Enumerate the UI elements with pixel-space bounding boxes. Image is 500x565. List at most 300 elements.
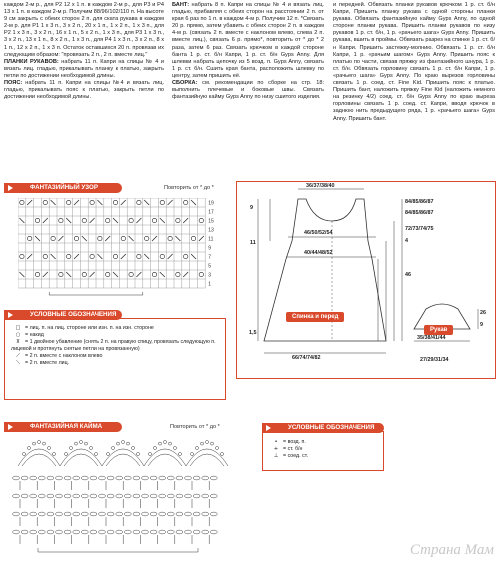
chain-stitch [193,494,200,498]
chain-dot [149,453,152,456]
chain-stitch [90,494,97,498]
dim-right-3: 72/73/74/75 [405,226,434,232]
chain-dot [33,442,36,445]
scallop-arch [18,449,60,466]
chain-stitch [64,512,71,516]
yarn-over-symbol [51,236,55,240]
decrease-left-symbol [90,218,95,223]
chain-dot [122,441,125,444]
chain-dot [221,453,224,456]
chain-dot [23,453,26,456]
text-column-3 [333,2,495,123]
yarn-over-symbol [121,236,125,240]
chain-dot [80,441,83,444]
chain-stitch [90,476,97,480]
legend2-list [269,439,379,460]
chain-stitch [30,530,37,534]
repeat-note-2: Повторить от * до * [170,424,220,430]
chain-dot [95,453,98,456]
scallop-arch [60,449,102,466]
legend-item [269,453,379,460]
chain-stitch [167,530,174,534]
yarn-over-symbol [199,272,203,276]
col1-sleeve-text: набрать 11 п. Капри на спицы № 4 и вязать лиц. гладью, прикалывать планку к платью, закрыть петли по достижении необходимой длины. [4,58,164,79]
legend-item [11,332,221,339]
legend2-header: УСЛОВНЫЕ ОБОЗНАЧЕНИЯ [262,423,384,433]
decrease-right-symbol [113,272,118,277]
chain-stitch [107,476,114,480]
legend-text: = ст. б/н [283,446,303,452]
legend-text: = 1 двойное убавление (снять 2 п. на правую спицу, провязать следующую п. лицевой и протянуть снятые петли на провязанную) [11,339,216,352]
chain-stitch [185,494,192,498]
chain-stitch [30,512,37,516]
decrease-right-symbol [191,254,196,259]
legend-item [11,325,221,332]
row-number: 19 [208,200,214,207]
col1-sleeve-head: ПЛАНКИ РУКАВОВ: [4,58,59,65]
chain-stitch [133,512,140,516]
legend-item [11,339,221,353]
chain-dot [53,453,56,456]
decrease-right-symbol [113,218,118,223]
chain-stitch [202,512,209,516]
chain-dot [196,447,199,450]
chain-dot [132,447,135,450]
chain-dot [117,442,120,445]
sleeve-label: Рукав [424,325,453,335]
yarn-over-symbol [152,272,156,276]
scallop-arch [186,449,228,466]
chain-stitch [107,512,114,516]
chain-stitch [124,494,131,498]
decrease-left-symbol [199,236,204,241]
decrease-right-symbol [160,272,165,277]
sleeve-dim-bottom: 27/29/31/34 [420,357,449,363]
legend-item [269,446,379,453]
legend-symbol-icon: ○ [15,332,21,338]
chain-stitch [81,530,88,534]
chain-stitch [81,494,88,498]
sleeve-dim-top: 35/38/41/44 [417,335,446,341]
chain-stitch [30,494,37,498]
chain-dot [127,442,130,445]
yarn-over-symbol [106,272,110,276]
row-number: 17 [208,209,214,216]
row-number: 5 [208,263,211,270]
row-number: 3 [208,272,211,279]
yarn-over-symbol [137,254,141,258]
yarn-over-symbol [137,200,141,204]
decrease-right-symbol [51,254,56,259]
chain-dot [65,453,68,456]
chain-stitch [13,512,20,516]
decrease-right-symbol [129,236,134,241]
yarn-over-symbol [98,236,102,240]
chain-stitch [99,476,106,480]
scallop-arch-inner [22,454,56,466]
chain-stitch [107,494,114,498]
chain-stitch [159,476,166,480]
scallop-arch-inner [64,454,98,466]
chain-stitch [124,530,131,534]
decrease-right-symbol [97,200,102,205]
yarn-over-symbol [67,200,71,204]
yarn-over-symbol [176,218,180,222]
yarn-over-symbol [20,254,24,258]
repeat-bracket [49,292,143,295]
yarn-over-symbol [43,200,47,204]
chain-stitch [21,494,28,498]
decrease-right-symbol [19,272,24,277]
triangle-icon [8,424,13,430]
decrease-left-symbol [121,200,126,205]
decrease-right-symbol [66,272,71,277]
legend1-list [11,325,221,367]
decrease-right-symbol [144,254,149,259]
chain-stitch [21,512,28,516]
legend-text: = 2 п. вместе с наклоном влево [25,353,103,359]
decrease-left-symbol [105,236,110,241]
chain-stitch [210,530,217,534]
dim-top: 36/37/38/40 [306,183,335,189]
chain-stitch [202,494,209,498]
dim-left-mid: 11 [250,240,256,246]
chain-stitch [167,476,174,480]
chain-stitch [142,530,149,534]
chain-dot [191,453,194,456]
chain-stitch [30,476,37,480]
chain-stitch [176,512,183,516]
dim-right-1: 84/85/86/87 [405,199,434,205]
chain-stitch [38,512,45,516]
chain-stitch [73,476,80,480]
chain-stitch [193,512,200,516]
chain-dot [107,453,110,456]
chain-stitch [99,512,106,516]
scallop-arch [102,449,144,466]
yarn-over-symbol [184,200,188,204]
yarn-over-symbol [82,218,86,222]
chain-stitch [176,530,183,534]
col2-assembly-head: СБОРКА: [172,80,198,87]
chain-dot [154,447,157,450]
dim-left-small: 9 [250,205,253,211]
yarn-over-symbol [20,200,24,204]
chain-dot [211,442,214,445]
col2-bow-text: набрать 8 п. Капри на спицы № 4 и вязать лиц. гладью, прибавляя с обеих сторон на расстоянии 2 п. от края 6 раз по 1 п. в каждом 4-м р. Получим 12 п. *Связать 20 р. прямо, затем убавить с обеих сторон 2 п. в каждом 4-м р. (связать 2 п. вместе с наклоном влево, слева 2 п. вместе лиц.), связать 6 р. прямо*, повторить от * до * 2 раза, затем 6 раз. Связать крючком в каждой стороне банта 1 р. ст. б/н Капри, 1 р. ст. б/н Gyps Anny. Для шлевки набрать цепочку из 5 возд. п. Gyps Anny, связать 1 р. ст. б/н. Сшить края банта, расположить шлевку по центру, затем пришить её. [172,2,324,79]
legend-text: = лиц. п. на лиц. стороне или изн. п. на изн. стороне [25,325,154,331]
chain-dot [206,441,209,444]
row-number: 7 [208,254,211,261]
chain-stitch [90,512,97,516]
chain-stitch [107,530,114,534]
decrease-left-symbol [183,272,188,277]
scallop-arch-inner [106,454,140,466]
decrease-left-symbol [168,254,173,259]
yarn-over-symbol [191,236,195,240]
chain-stitch [73,530,80,534]
yarn-over-symbol [90,254,94,258]
yarn-over-symbol [67,254,71,258]
decrease-left-symbol [74,200,79,205]
sleeve-dim-side: 26 [480,310,486,316]
chain-stitch [116,494,123,498]
col1-belt-head: ПОЯС: [4,80,23,87]
yarn-over-symbol [59,272,63,276]
decrease-right-symbol [191,200,196,205]
chain-dot [85,442,88,445]
chain-stitch [202,530,209,534]
chain-stitch [116,530,123,534]
chain-dot [38,441,41,444]
dim-bottom: 66/74/74/82 [292,355,321,361]
chain-dot [159,442,162,445]
legend-text: = возд. п. [283,439,306,445]
front-back-label: Спинка и перед [286,312,344,322]
col2-bow-head: БАНТ: [172,2,190,8]
decrease-right-symbol [51,200,56,205]
chart-row-numbers [208,201,214,288]
chain-stitch [64,530,71,534]
chain-stitch [167,512,174,516]
decrease-left-symbol [74,254,79,259]
yarn-over-symbol [59,218,63,222]
chain-stitch [193,530,200,534]
dim-right-2: 84/85/86/87 [405,210,434,216]
chart-grid [18,198,205,288]
chain-stitch [150,512,157,516]
chain-stitch [64,476,71,480]
crochet-border-chart [8,436,230,556]
decrease-left-symbol [168,200,173,205]
legend-item [11,353,221,360]
chain-stitch [210,494,217,498]
scallop-arch-inner [148,454,182,466]
chain-dot [201,442,204,445]
yarn-over-symbol [113,254,117,258]
chain-stitch [64,494,71,498]
chain-stitch [124,512,131,516]
chain-stitch [81,476,88,480]
decrease-left-symbol [58,236,63,241]
chain-dot [112,447,115,450]
legend-item [269,439,379,446]
decrease-left-symbol [27,200,32,205]
yarn-over-symbol [184,254,188,258]
yarn-over-symbol [113,200,117,204]
yarn-over-symbol [168,236,172,240]
chain-stitch [176,494,183,498]
chain-stitch [81,512,88,516]
chain-dot [174,447,177,450]
chain-dot [169,442,172,445]
decrease-left-symbol [152,236,157,241]
chain-stitch [13,494,20,498]
chain-dot [179,453,182,456]
decrease-left-symbol [27,254,32,259]
legend-symbol-icon: ⊥ [273,453,279,459]
decrease-right-symbol [175,236,180,241]
chain-stitch [202,476,209,480]
chain-stitch [150,476,157,480]
yarn-over-symbol [90,200,94,204]
yarn-over-symbol [43,254,47,258]
chain-stitch [142,494,149,498]
decrease-right-symbol [160,218,165,223]
decrease-right-symbol [35,236,40,241]
chain-stitch [193,476,200,480]
row-number: 13 [208,227,214,234]
chain-stitch [185,476,192,480]
chain-dot [216,447,219,450]
chain-stitch [176,476,183,480]
chain-stitch [47,512,54,516]
legend2-box [262,431,384,471]
chain-dot [75,442,78,445]
text-column-2 [172,2,324,101]
chain-stitch [185,512,192,516]
yarn-over-symbol [74,236,78,240]
chain-stitch [21,476,28,480]
chain-stitch [116,512,123,516]
row-number: 11 [208,236,214,243]
chain-stitch [38,530,45,534]
decrease-right-symbol [97,254,102,259]
chain-dot [137,453,140,456]
chain-stitch [99,530,106,534]
chain-stitch [185,530,192,534]
row-number: 9 [208,245,211,252]
chain-stitch [38,476,45,480]
yarn-over-symbol [35,272,39,276]
decrease-right-symbol [144,200,149,205]
chain-stitch [116,476,123,480]
chain-dot [70,447,73,450]
chain-stitch [56,476,63,480]
knitting-chart [18,198,228,298]
chain-stitch [159,512,166,516]
col2-assembly-text: см. рекомендации по сборке на стр. 18: выполнить плечевые и боковые швы. Связать фантазийную кайму Gyps Anny по низу сшитого изделия. [172,80,324,101]
chain-stitch [21,530,28,534]
decrease-right-symbol [66,218,71,223]
dim-right-4: 4 [405,238,408,244]
chain-stitch [56,512,63,516]
legend-symbol-icon: ⟍ [16,360,20,366]
chain-stitch [73,512,80,516]
row-number: 1 [208,281,211,288]
chain-stitch [210,512,217,516]
chain-stitch [47,494,54,498]
watermark: Страна Мам [409,542,494,558]
sleeve-dim-side2: 9 [480,322,483,328]
chain-stitch [159,530,166,534]
legend-symbol-icon: ⊼ [16,339,20,345]
col1-intro: каждом 2-м р., для Р2 12 х 1 п. в каждом 2-м р., для Р3 и Р4 13 х 1 п. в каждом 2-м р. Получим 88/96/102/110 п. На высоте 9 см закрыть с обеих сторон 2 п. для ската рукава в каждом 2-м р. для Р1 1 х 3 п., 3 х 2 п., 20 х 1 п., 1 х 2 п., 1 х 3 п., для Р2 1 х 3 п., 3 х 2 п., 16 х 1 п., 5 х 2 п., 1 х 3 п., для Р3 1 х 3 п., 3 х 2 п., 13 х 1 п., 8 х 2 п., 1 х 3 п., для Р4 1 х 3 п., 3 х 2 п., 8 х 1 п., 12 х 2 п., 1 х 3 п. Остаток оставшихся 20 п. провязав их следующим образом: "провязать 2 п., 2 п. вместе лиц." [4,2,164,58]
legend-symbol-icon: + [273,446,279,452]
chain-stitch [133,494,140,498]
chain-dot [28,447,31,450]
dim-right-5: 46 [405,272,411,278]
chain-dot [43,442,46,445]
chain-stitch [90,530,97,534]
chain-dot [48,447,51,450]
dim-lower-mid: 40/44/48/52 [304,250,333,256]
chain-stitch [47,530,54,534]
decrease-left-symbol [90,272,95,277]
text-column-1 [4,2,164,101]
chain-dot [164,441,167,444]
yarn-over-symbol [129,218,133,222]
decrease-right-symbol [82,236,87,241]
legend-symbol-icon: ⟋ [16,353,20,359]
yarn-over-symbol [160,200,164,204]
chain-stitch [142,476,149,480]
chain-stitch [150,494,157,498]
decrease-left-symbol [136,272,141,277]
chain-stitch [13,476,20,480]
chain-stitch [56,494,63,498]
chain-stitch [47,476,54,480]
yarn-over-symbol [145,236,149,240]
yarn-over-symbol [106,218,110,222]
decrease-left-symbol [183,218,188,223]
decrease-right-symbol [19,218,24,223]
dim-upper-mid: 46/50/52/54 [304,230,333,236]
yarn-over-symbol [28,236,32,240]
fantasy-pattern-header: ФАНТАЗИЙНЫЙ УЗОР [4,183,122,193]
decrease-left-symbol [43,272,48,277]
dim-left-low: 1,5 [249,330,257,336]
chain-stitch [73,494,80,498]
dress-pattern [236,181,496,379]
row-number: 15 [208,218,214,225]
scallop-arch-inner [190,454,224,466]
triangle-icon [8,185,13,191]
legend1-box [4,318,226,400]
decrease-left-symbol [43,218,48,223]
chain-stitch [133,476,140,480]
chain-stitch [13,530,20,534]
chain-stitch [142,512,149,516]
col3-text: и передней. Обвязать планки рукавов крючком 1 р. ст. б/н Капри, Пришить планку рукава с одной стороны планки рукава. Обвязать фантазийную кайму Gyps Anny, по одной стороне планки рукава. Пришить планки рукавов по низу рукавов 1 р. ст. б/н, 1 р. «рачьего шага» Gyps Anny. Пришить рукава, вшить в проймы. Обвязать разрез на спинке 1 р. ст. б/н Капри. Пришить застежку-молнию. Обвязать 1 р. ст. б/н Капри, 1 р. «рачьим шагом» Gyps Anny. Пришить пояс к платью по части, связав пряжку из фантазийного шнура, 1 р. ст. б/н. Обвязать горловину связать 1 р. ст. б/н Капри, 1 р. «рачьего шага» Gyps Anny. По краю вырезов горловины связать 1 р. соед. ст. Fine Kid. Пришить пояс к платью. Пришить бант, наложить пряжку Fine Kid (наложить немного на резинку 4/2) соед. ст. б/н Gyps Anny по краю выреза горловины связать 1 р. соед. ст. Капри, вводя крючок в заднюю нить предыдущего ряда, 1 р. «рачьего шага» Gyps Anny. Пришить бант. [333,2,495,122]
decrease-left-symbol [136,218,141,223]
scallop-arch [144,449,186,466]
yarn-over-symbol [152,218,156,222]
legend-item [11,360,221,367]
legend-symbol-icon: □ [15,325,21,331]
yarn-over-symbol [199,218,203,222]
chain-stitch [124,476,131,480]
repeat-note-1: Повторить от * до * [164,185,214,191]
legend-symbol-icon: • [274,439,278,445]
legend1-header: УСЛОВНЫЕ ОБОЗНАЧЕНИЯ [4,310,122,320]
chain-stitch [133,530,140,534]
yarn-over-symbol [35,218,39,222]
chain-stitch [210,476,217,480]
chain-stitch [150,530,157,534]
legend-text: = накид [25,332,44,338]
chain-dot [90,447,93,450]
col1-belt-text: набрать 11 п. Капри на спицы №4 и вязать лиц. гладью, прикалывать пояс к платью, закрыть петли по достижении необходимой длины. [4,80,164,101]
fantasy-border-header: ФАНТАЗИЙНАЯ КАЙМА [4,422,122,432]
yarn-over-symbol [160,254,164,258]
chain-stitch [56,530,63,534]
yarn-over-symbol [176,272,180,276]
legend-text: = 2 п. вместе лиц. [25,360,70,366]
yarn-over-symbol [129,272,133,276]
chain-stitch [167,494,174,498]
legend-text: = соед. ст. [283,453,309,459]
